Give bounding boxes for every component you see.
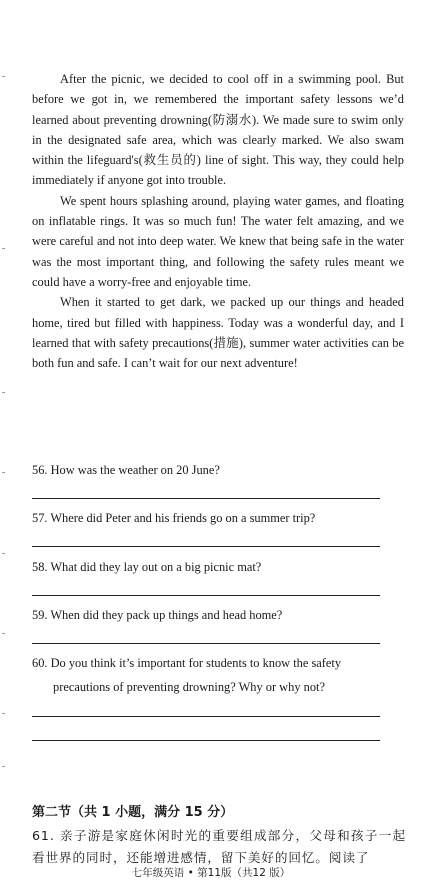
margin-mark bbox=[2, 766, 5, 767]
margin-mark bbox=[2, 713, 5, 714]
answer-line-60b[interactable] bbox=[32, 740, 380, 741]
answer-line-58[interactable] bbox=[32, 595, 380, 596]
section-title: 第二节（共 1 小题，满分 15 分） bbox=[32, 805, 234, 820]
margin-mark bbox=[2, 472, 5, 473]
page-footer: 七年级英语 • 第11版（共12 版） bbox=[131, 867, 291, 879]
margin-mark bbox=[2, 392, 5, 393]
question-60-line-1: 60. Do you think it’s important for students to know the safety bbox=[32, 656, 342, 670]
question-57: 57. Where did Peter and his friends go on a summer trip? bbox=[32, 511, 316, 525]
question-60-line-2: precautions of preventing drowning? Why or why not? bbox=[53, 680, 325, 694]
question-56: 56. How was the weather on 20 June? bbox=[32, 463, 220, 477]
reading-passage bbox=[32, 69, 404, 373]
answer-line-57[interactable] bbox=[32, 546, 380, 547]
margin-mark bbox=[2, 248, 5, 249]
passage-paragraph-1: After the picnic, we decided to cool off in a swimming pool. But before we got in, we remembered the important safety lessons we’d learned about preventing drowning(防溺水). We made sure to swim only in the designated safe area, which was clearly marked. We also swam within the lifeguard's(救生员的) line of sight. This way, they could help immediately if anyone got into trouble. bbox=[32, 72, 404, 188]
answer-line-59[interactable] bbox=[32, 643, 380, 644]
passage-paragraph-3: When it started to get dark, we packed up our things and headed home, tired but filled with happiness. Today was a wonderful day, and I learned that with safety precautions(措施), summer water activities can be both fun and safe. I can’t wait for our next adventure! bbox=[32, 295, 404, 371]
passage-paragraph-2: We spent hours splashing around, playing water games, and floating on inflatable rings. It was so much fun! The water felt amazing, and we were careful and not into deep water. We knew that being safe in the water was the most important thing, and following the safety rules meant we could have a worry-free and enjoyable time. bbox=[32, 193, 404, 289]
question-59: 59. When did they pack up things and head home? bbox=[32, 608, 283, 622]
margin-mark bbox=[2, 633, 5, 634]
answer-line-60a[interactable] bbox=[32, 716, 380, 717]
answer-line-56[interactable] bbox=[32, 498, 380, 499]
margin-mark bbox=[2, 553, 5, 554]
margin-mark bbox=[2, 76, 5, 77]
question-60 bbox=[32, 653, 404, 697]
question-58: 58. What did they lay out on a big picnic mat? bbox=[32, 560, 262, 574]
question-61: 61. 亲子游是家庭休闲时光的重要组成部分，父母和孩子一起看世界的同时，还能增进感情，留下美好的回忆。阅读了 bbox=[32, 828, 406, 865]
